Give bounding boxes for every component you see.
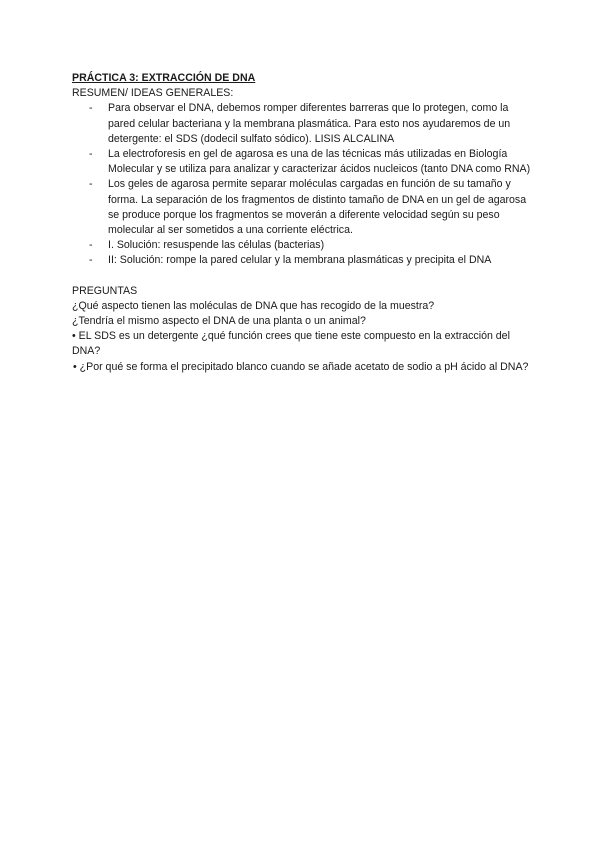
question: ¿Qué aspecto tienen las moléculas de DNA que has recogido de la muestra? (72, 299, 435, 312)
spacer (72, 269, 532, 284)
summary-item (72, 101, 532, 147)
summary-item (72, 147, 532, 177)
summary-item (72, 253, 532, 268)
dash-marker: - (89, 102, 93, 115)
summary-list (72, 101, 532, 268)
summary-item (72, 238, 532, 253)
dash-marker: - (89, 178, 93, 191)
summary-item-text: La electroforesis en gel de agarosa es una de las técnicas más utilizadas en Biología Molecular y se utiliza para analizar y caracterizar ácidos nucleicos (tanto DNA como RNA) (108, 148, 531, 176)
question: • EL SDS es un detergente ¿qué función crees que tiene este compuesto en la extracción del DNA? (72, 330, 510, 358)
summary-item-text: Para observar el DNA, debemos romper diferentes barreras que lo protegen, como la pared celular bacteriana y la membrana plasmática. Para esto nos ayudaremos de un detergente: el SDS (dodecil sulfato sódico). LISIS ALCALINA (108, 102, 511, 145)
question: • ¿Por qué se forma el precipitado blanco cuando se añade acetato de sodio a pH ácido al DNA? (73, 360, 529, 373)
dash-marker: - (89, 254, 93, 267)
summary-item-text: I. Solución: resuspende las células (bacterias) (108, 239, 325, 252)
document-page (72, 71, 532, 375)
question: ¿Tendría el mismo aspecto el DNA de una planta o un animal? (72, 315, 366, 328)
questions-heading: PREGUNTAS (72, 284, 138, 297)
summary-heading: RESUMEN/ IDEAS GENERALES: (72, 87, 234, 100)
dash-marker: - (89, 148, 93, 161)
summary-item-text: II: Solución: rompe la pared celular y la membrana plasmáticas y precipita el DNA (108, 254, 492, 267)
page-title: PRÁCTICA 3: EXTRACCIÓN DE DNA (72, 72, 256, 84)
summary-item-text: Los geles de agarosa permite separar moléculas cargadas en función de su tamaño y forma. La separación de los fragmentos de distinto tamaño de DNA en un gel de agarosa se produce porque los fragmentos se moverán a diferente velocidad según su peso molecular al ser sometidos a una corriente eléctrica. (108, 178, 527, 237)
summary-item (72, 177, 532, 238)
dash-marker: - (89, 239, 93, 252)
